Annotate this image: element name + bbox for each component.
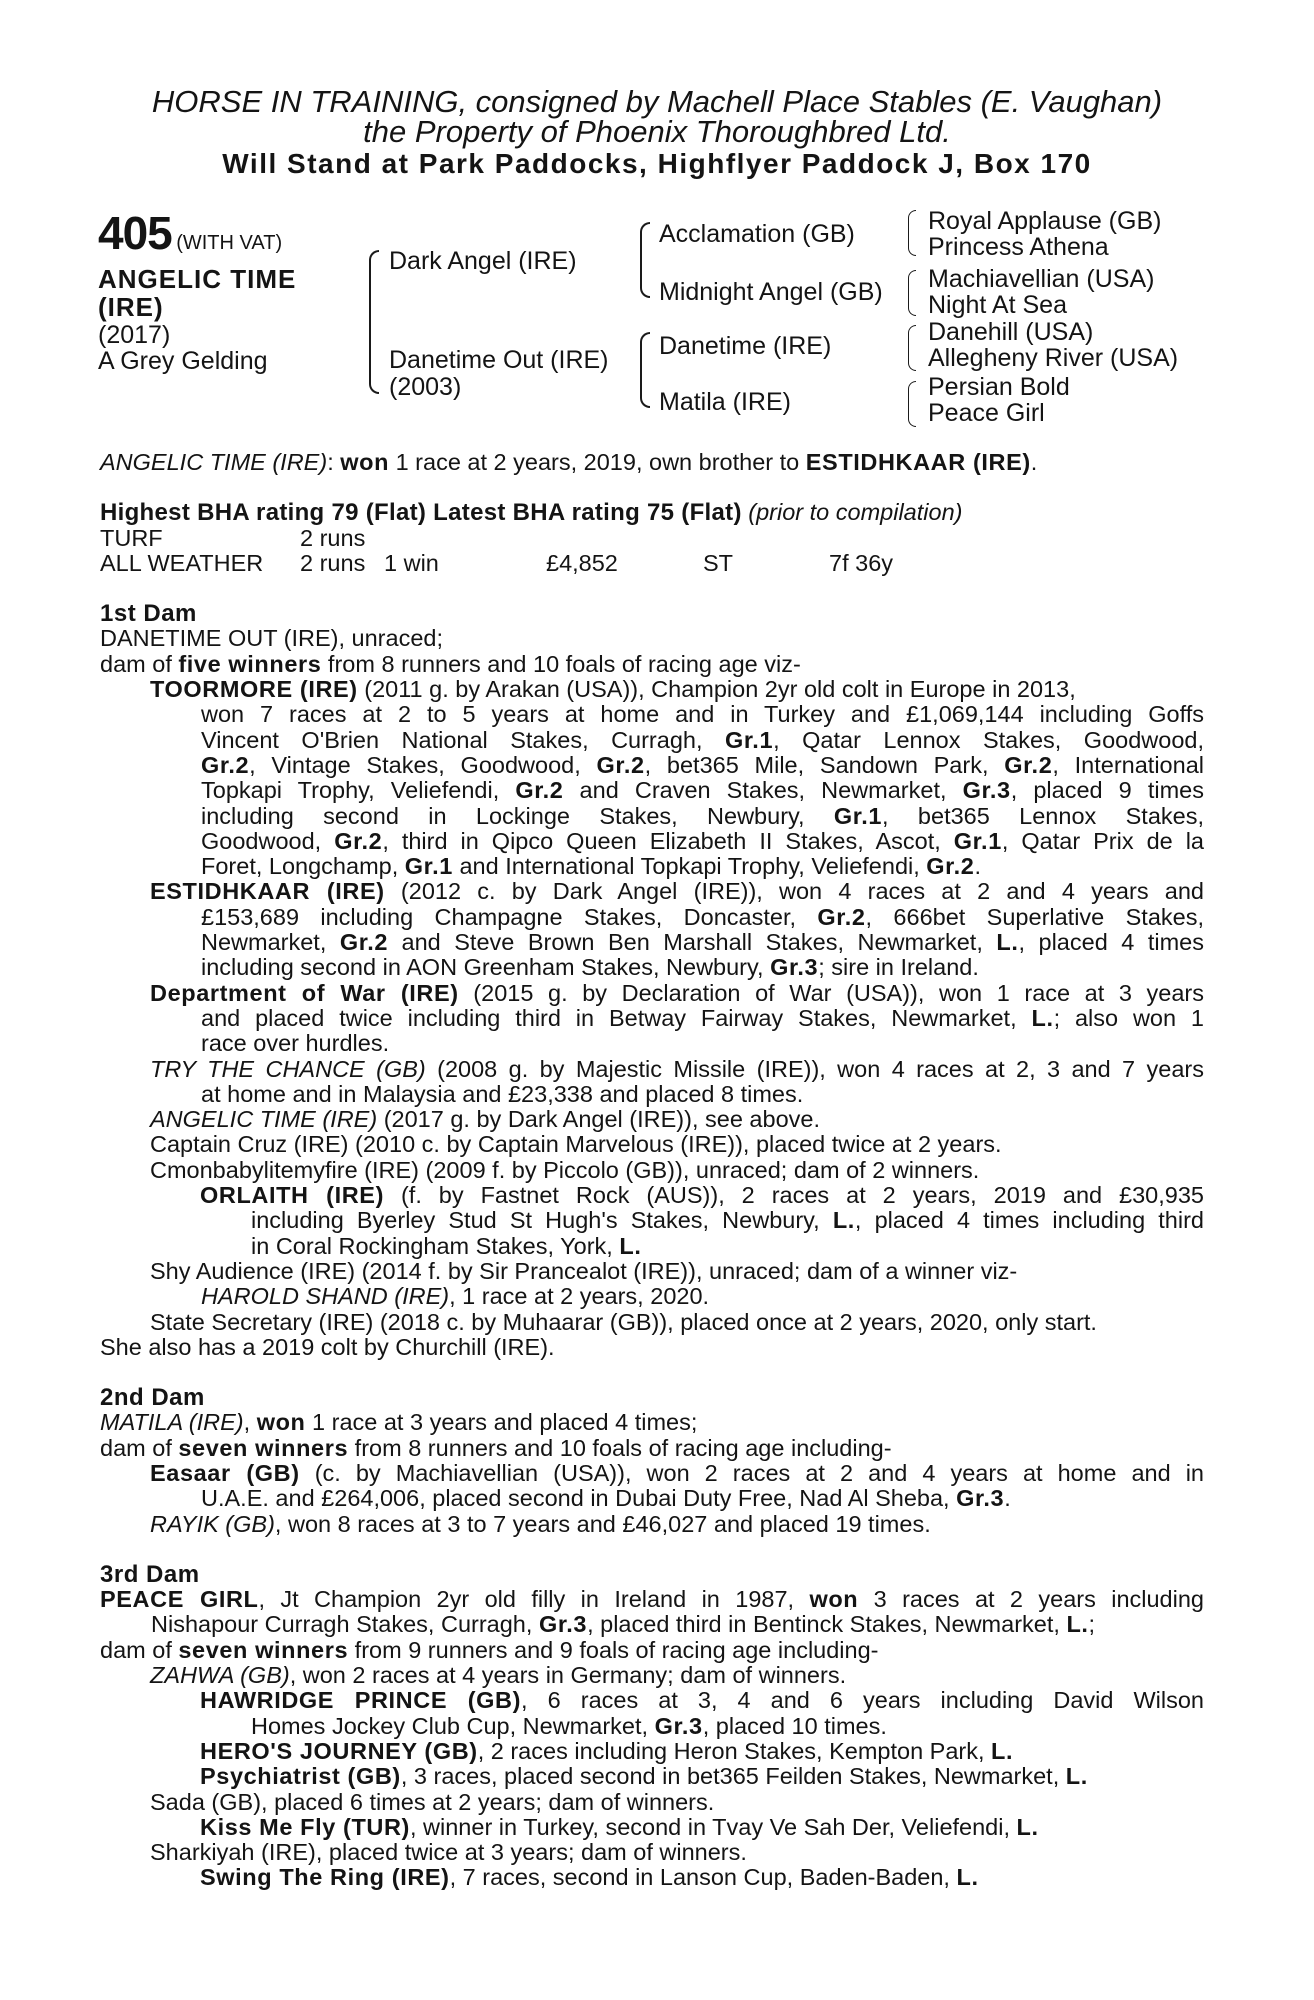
estidhkaar-l4: [201, 955, 1204, 980]
second-dam-heading: 2nd Dam: [100, 1384, 205, 1412]
produce-hawridge-prince: [100, 1688, 1204, 1739]
third-dam-winners: seven winners: [178, 1636, 349, 1663]
produce-cmonbabylitemyfire: Cmonbabylitemyfire (IRE) (2009 f. by Piccolo (GB)), unraced; dam of 2 winners.: [150, 1156, 980, 1183]
summary-won: won: [340, 449, 390, 475]
catalogue-body: [100, 450, 1204, 1891]
horse-name-line2: (IRE): [98, 292, 164, 322]
hawridge-l2a: Homes Jockey Club Cup, Newmarket,: [251, 1712, 655, 1739]
rating-line: [100, 500, 1204, 525]
toormore-l7c: , third in Qipco Queen Elizabeth II Stakes, Ascot,: [382, 827, 954, 854]
third-dam-line1: [100, 1587, 1204, 1612]
toormore-l2: won 7 races at 2 to 5 years at home and in Turkey and £1,069,144 including Goffs: [201, 701, 1204, 728]
pedigree-dam-sire: Danetime (IRE): [659, 332, 832, 360]
lot-number-block: [98, 206, 282, 260]
easaar-l1: (c. by Machiavellian (USA)), won 2 races at 2 and 4 years at home and in: [299, 1459, 1204, 1486]
hero-l1: , 2 races including Heron Stakes, Kempton Park,: [477, 1737, 992, 1764]
lot-number: 405: [98, 207, 172, 259]
swing-name: Swing The Ring (IRE): [200, 1864, 450, 1891]
third-dam-name: PEACE GIRL: [100, 1586, 259, 1613]
toormore-l8b: Gr.1: [404, 853, 453, 880]
estidhkaar-l4c: ; sire in Ireland.: [818, 954, 979, 981]
location-line: Will Stand at Park Paddocks, Highflyer Paddock J, Box 170: [222, 148, 1092, 179]
estidhkaar-l3a: Newmarket,: [201, 929, 340, 956]
third-dam-l3c: from 9 runners and 9 foals of racing age including-: [348, 1636, 879, 1663]
horse-description: A Grey Gelding: [98, 347, 268, 375]
easaar-l2b: Gr.3: [956, 1485, 1005, 1512]
estidhkaar-l3e: , placed 4 times: [1018, 929, 1204, 956]
department-name: Department of War (IRE): [150, 979, 459, 1006]
toormore-l5c: and Craven Stakes, Newmarket,: [563, 777, 963, 804]
first-dam-also: She also has a 2019 colt by Churchill (IRE).: [100, 1333, 555, 1360]
department-l2a: and placed twice including third in Betway Fairway Stakes, Newmarket,: [201, 1004, 1032, 1031]
hawridge-l2: [200, 1714, 1204, 1739]
harold-name: HAROLD SHAND (IRE): [201, 1283, 450, 1310]
toormore-name: TOORMORE (IRE): [150, 676, 358, 703]
produce-easaar: [100, 1461, 1204, 1512]
third-dam-line3: [100, 1638, 1204, 1663]
pedigree-gen3-1: Royal Applause (GB): [928, 207, 1162, 235]
orlaith-l3: [251, 1234, 1204, 1259]
pedigree-dam-dam: Matila (IRE): [659, 388, 791, 416]
hawridge-l2b: Gr.3: [654, 1712, 703, 1739]
horse-year: (2017): [98, 321, 171, 349]
toormore-l5b: Gr.2: [515, 777, 564, 804]
hawridge-l2c: , placed 10 times.: [702, 1712, 887, 1739]
hero-name: HERO'S JOURNEY (GB): [200, 1737, 478, 1764]
toormore-l7: [201, 829, 1204, 854]
third-dam-l2a: Nishapour Curragh Stakes, Curragh,: [151, 1611, 539, 1638]
produce-swing-the-ring: [100, 1865, 1204, 1890]
kiss-name: Kiss Me Fly (TUR): [200, 1813, 410, 1840]
sire-line-brace: [640, 222, 650, 298]
third-dam-l2d: L.: [1066, 1611, 1089, 1638]
estidhkaar-l4b: Gr.3: [770, 954, 819, 981]
toormore-l7a: Goodwood,: [201, 827, 335, 854]
gen3-brace-3: [908, 325, 916, 371]
toormore-l6a: including second in Lockinge Stakes, Newbury,: [201, 802, 834, 829]
gen3-brace-4: [908, 381, 916, 427]
summary-line: [100, 450, 1204, 475]
department-l3: race over hurdles.: [201, 1030, 390, 1057]
toormore-l4f: , International: [1052, 751, 1204, 778]
third-dam-l2b: Gr.3: [538, 1611, 588, 1638]
kiss-l2: L.: [1016, 1813, 1039, 1840]
toormore-l8a: Foret, Longchamp,: [201, 853, 405, 880]
record-turf-runs: 2 runs: [300, 524, 366, 551]
orlaith-l2a: including Byerley Stud St Hugh's Stakes, Newbury,: [251, 1207, 833, 1234]
third-dam-l3a: dam of: [100, 1636, 179, 1663]
toormore-l3b: Gr.1: [724, 726, 774, 753]
second-dam-line2: [100, 1436, 1204, 1461]
record-turf-row: [100, 526, 1204, 551]
second-dam-winners: seven winners: [178, 1434, 349, 1461]
orlaith-l2b: L.: [832, 1207, 855, 1234]
try-chance-name: TRY THE CHANCE (GB): [150, 1055, 426, 1082]
toormore-l5d: Gr.3: [962, 777, 1011, 804]
toormore-l7e: , Qatar Prix de la: [1001, 827, 1204, 854]
sire-dam-brace: [369, 250, 379, 394]
estidhkaar-l2a: £153,689 including Champagne Stakes, Doncaster,: [201, 903, 818, 930]
estidhkaar-l2c: , 666bet Superlative Stakes,: [865, 903, 1204, 930]
toormore-l1: (2011 g. by Arakan (USA)), Champion 2yr old colt in Europe in 2013,: [357, 676, 1076, 703]
easaar-l2: [150, 1486, 1204, 1511]
estidhkaar-l1: (2012 c. by Dark Angel (IRE)), won 4 races at 2 and 4 years and: [384, 878, 1204, 905]
record-aw-prize: £4,852: [546, 549, 618, 576]
vat-note: (WITH VAT): [176, 232, 283, 254]
pedigree-sire: Dark Angel (IRE): [389, 247, 577, 275]
toormore-l4b: , Vintage Stakes, Goodwood,: [249, 751, 597, 778]
toormore-l8d: Gr.2: [926, 853, 975, 880]
pedigree-gen3-3: Machiavellian (USA): [928, 265, 1155, 293]
try-chance-l1: (2008 g. by Majestic Missile (IRE)), won 4 races at 2, 3 and 7 years: [425, 1055, 1204, 1082]
record-aw-wins: 1 win: [384, 549, 439, 576]
department-l2c: ; also won 1: [1053, 1004, 1204, 1031]
produce-try-the-chance: [100, 1057, 1204, 1108]
produce-department-of-war: [100, 981, 1204, 1057]
psych-name: Psychiatrist (GB): [200, 1763, 401, 1790]
summary-colon: :: [327, 449, 341, 475]
hero-l2: L.: [991, 1737, 1014, 1764]
zahwa-name: ZAHWA (GB): [150, 1662, 290, 1689]
orlaith-l1: (f. by Fastnet Rock (AUS)), 2 races at 2 years, 2019 and £30,935: [384, 1182, 1204, 1209]
third-dam-won: won: [809, 1586, 859, 1613]
dam-line-brace: [640, 332, 650, 408]
estidhkaar-l2: [201, 905, 1204, 930]
third-dam-line2: [100, 1612, 1204, 1637]
rayik-name: RAYIK (GB): [150, 1510, 275, 1537]
toormore-l6b: Gr.1: [833, 802, 883, 829]
produce-state-secretary: State Secretary (IRE) (2018 c. by Muhaarar (GB)), placed once at 2 years, 2020, only start.: [150, 1308, 1097, 1335]
toormore-l3: [201, 728, 1204, 753]
produce-estidhkaar: [100, 879, 1204, 980]
produce-kiss-me-fly: [100, 1815, 1204, 1840]
second-dam-l2a: dam of: [100, 1434, 179, 1461]
first-dam-produce: [100, 652, 1204, 677]
toormore-l8: [201, 854, 1204, 879]
hawridge-l1: , 6 races at 3, 4 and 6 years including David Wilson: [521, 1687, 1205, 1714]
pedigree-gen3-4: Night At Sea: [928, 291, 1067, 319]
easaar-l2a: U.A.E. and £264,006, placed second in Dubai Duty Free, Nad Al Sheba,: [201, 1485, 957, 1512]
department-l2b: L.: [1031, 1004, 1054, 1031]
produce-angelic-time: [100, 1107, 1204, 1132]
second-dam-line1: [100, 1410, 1204, 1435]
estidhkaar-l3c: and Steve Brown Ben Marshall Stakes, Newmarket,: [388, 929, 997, 956]
produce-sharkiyah: Sharkiyah (IRE), placed twice at 3 years; dam of winners.: [150, 1839, 747, 1866]
third-dam-l1d: 3 races at 2 years including: [858, 1586, 1204, 1613]
first-dam-winners: five winners: [178, 650, 322, 677]
produce-heros-journey: [100, 1739, 1204, 1764]
record-aw-distance: 7f 36y: [829, 549, 894, 576]
third-dam-l2c: , placed third in Bentinck Stakes, Newmarket,: [587, 1611, 1067, 1638]
orlaith-l3b: L.: [619, 1232, 642, 1259]
pedigree-gen3-7: Persian Bold: [928, 373, 1070, 401]
summary-end: .: [1030, 449, 1038, 475]
department-l2: [201, 1006, 1204, 1031]
pedigree-gen3-5: Danehill (USA): [928, 318, 1094, 346]
second-dam-record: 1 race at 3 years and placed 4 times;: [305, 1409, 698, 1436]
summary-brother: ESTIDHKAAR (IRE): [805, 449, 1031, 475]
orlaith-name: ORLAITH (IRE): [200, 1182, 385, 1209]
swing-l2: L.: [956, 1864, 979, 1891]
pedigree-gen3-2: Princess Athena: [928, 233, 1109, 261]
first-dam-produce-a: dam of: [100, 650, 179, 677]
first-dam-name: DANETIME OUT (IRE), unraced;: [100, 625, 443, 652]
second-dam-comma: ,: [243, 1409, 257, 1436]
toormore-l4c: Gr.2: [596, 751, 645, 778]
zahwa-l1: , won 2 races at 4 years in Germany; dam of winners.: [289, 1662, 847, 1689]
toormore-l8e: .: [974, 853, 981, 880]
hawridge-name: HAWRIDGE PRINCE (GB): [200, 1687, 522, 1714]
third-dam-l2e: ;: [1088, 1611, 1096, 1638]
toormore-l6: [201, 804, 1204, 829]
third-dam-heading: 3rd Dam: [100, 1560, 200, 1588]
produce-harold-shand: [100, 1284, 1204, 1309]
consignor-line: HORSE IN TRAINING, consigned by Machell Place Stables (E. Vaughan): [151, 84, 1163, 119]
rayik-l1: , won 8 races at 3 to 7 years and £46,027 and placed 19 times.: [274, 1510, 931, 1537]
produce-toormore: [100, 677, 1204, 879]
toormore-l4d: , bet365 Mile, Sandown Park,: [644, 751, 1005, 778]
pedigree-sire-sire: Acclamation (GB): [659, 220, 855, 248]
toormore-l8c: and International Topkapi Trophy, Veliefendi,: [452, 853, 927, 880]
orlaith-l2c: , placed 4 times including third: [854, 1207, 1204, 1234]
toormore-l4a: Gr.2: [201, 751, 250, 778]
orlaith-l3a: in Coral Rockingham Stakes, York,: [251, 1232, 620, 1259]
first-dam-heading: 1st Dam: [100, 600, 197, 628]
record-turf-label: TURF: [100, 524, 163, 551]
record-aw-course: ST: [703, 549, 734, 576]
toormore-l6c: , bet365 Lennox Stakes,: [882, 802, 1204, 829]
produce-rayik: [100, 1512, 1204, 1537]
pedigree-gen3-8: Peace Girl: [928, 399, 1045, 427]
harold-l1: , 1 race at 2 years, 2020.: [449, 1283, 710, 1310]
record-aw-runs: 2 runs: [300, 549, 366, 576]
toormore-l4: [201, 753, 1204, 778]
property-line: the Property of Phoenix Thoroughbred Ltd.: [363, 114, 951, 149]
estidhkaar-name: ESTIDHKAAR (IRE): [150, 878, 385, 905]
first-dam-produce-c: from 8 runners and 10 foals of racing age viz-: [321, 650, 801, 677]
record-aw-label: ALL WEATHER: [100, 549, 264, 576]
gen3-brace-1: [908, 210, 916, 256]
estidhkaar-l3b: Gr.2: [339, 929, 389, 956]
angelic-name: ANGELIC TIME (IRE): [150, 1106, 378, 1133]
psych-l2: L.: [1065, 1763, 1088, 1790]
toormore-l7b: Gr.2: [334, 827, 383, 854]
summary-text: 1 race at 2 years, 2019, own brother to: [389, 449, 806, 475]
produce-shy-audience: Shy Audience (IRE) (2014 f. by Sir Prancealot (IRE)), unraced; dam of a winner viz-: [150, 1257, 1018, 1284]
produce-zahwa: [100, 1663, 1204, 1688]
kiss-l1: , winner in Turkey, second in Tvay Ve Sah Der, Veliefendi,: [409, 1813, 1017, 1840]
toormore-l3a: Vincent O'Brien National Stakes, Curragh,: [201, 726, 725, 753]
second-dam-won: won: [256, 1409, 306, 1436]
toormore-l4e: Gr.2: [1004, 751, 1053, 778]
department-l1: (2015 g. by Declaration of War (USA)), won 1 race at 3 years: [458, 979, 1204, 1006]
orlaith-l2: [251, 1208, 1204, 1233]
gen3-brace-2: [908, 270, 916, 316]
produce-psychiatrist: [100, 1764, 1204, 1789]
pedigree-sire-dam: Midnight Angel (GB): [659, 278, 883, 306]
estidhkaar-l4a: including second in AON Greenham Stakes, Newbury,: [201, 954, 771, 981]
psych-l1: , 3 races, placed second in bet365 Feilden Stakes, Newmarket,: [400, 1763, 1066, 1790]
produce-orlaith: [100, 1183, 1204, 1259]
pedigree-gen3-6: Allegheny River (USA): [928, 344, 1179, 372]
summary-horse-name: ANGELIC TIME (IRE): [100, 449, 328, 475]
estidhkaar-l2b: Gr.2: [817, 903, 866, 930]
third-dam-l1b: , Jt Champion 2yr old filly in Ireland in 1987,: [258, 1586, 810, 1613]
swing-l1: , 7 races, second in Lanson Cup, Baden-Baden,: [449, 1864, 957, 1891]
horse-name-line1: ANGELIC TIME: [98, 264, 297, 294]
toormore-l7d: Gr.1: [953, 827, 1002, 854]
toormore-l5e: , placed 9 times: [1010, 777, 1204, 804]
toormore-l3c: , Qatar Lennox Stakes, Goodwood,: [773, 726, 1204, 753]
estidhkaar-l3d: L.: [996, 929, 1019, 956]
easaar-l2c: .: [1004, 1485, 1011, 1512]
rating-note: (prior to compilation): [748, 499, 963, 526]
produce-sada: Sada (GB), placed 6 times at 2 years; dam of winners.: [150, 1788, 715, 1815]
produce-captain-cruz: Captain Cruz (IRE) (2010 c. by Captain Marvelous (IRE)), placed twice at 2 years.: [150, 1131, 1002, 1158]
try-chance-l2: at home and in Malaysia and £23,338 and placed 8 times.: [201, 1080, 804, 1107]
pedigree-dam-year: (2003): [389, 373, 462, 401]
record-aw-row: [100, 551, 1204, 576]
second-dam-l2c: from 8 runners and 10 foals of racing age including-: [348, 1434, 892, 1461]
easaar-name: Easaar (GB): [150, 1459, 300, 1486]
estidhkaar-l3: [201, 930, 1204, 955]
toormore-l5a: Topkapi Trophy, Veliefendi,: [201, 777, 516, 804]
angelic-l1: (2017 g. by Dark Angel (IRE)), see above.: [377, 1106, 820, 1133]
pedigree-dam: Danetime Out (IRE): [389, 346, 609, 374]
rating-text: Highest BHA rating 79 (Flat) Latest BHA rating 75 (Flat): [100, 499, 742, 527]
second-dam-name: MATILA (IRE): [100, 1409, 244, 1436]
toormore-l5: [201, 778, 1204, 803]
